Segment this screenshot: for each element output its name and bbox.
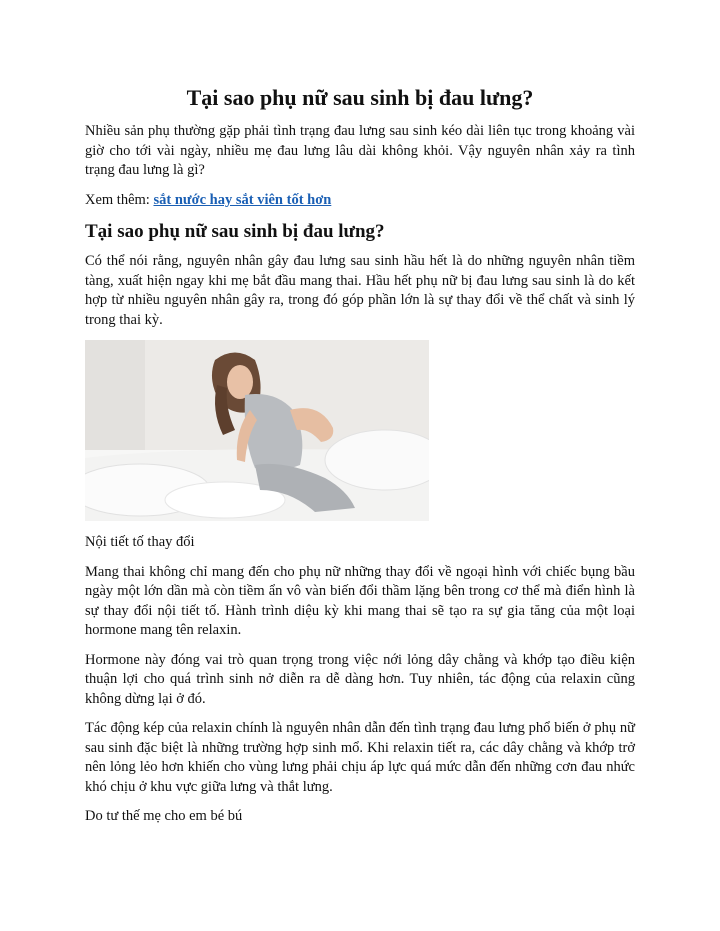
hormone-paragraph-3: Tác động kép của relaxin chính là nguyên nhân dẫn đến tình trạng đau lưng phổ biến ở phụ nữ sau sinh đặc biệt là những trường hợp sinh mổ. Khi relaxin tiết ra, các dây chằng và khớp trở nên lỏng lẻo hơn khiến cho vùng lưng phải chịu áp lực quá mức dẫn đến những cơn đau nhức khó chịu ở khu vực giữa lưng và thắt lưng. <box>85 720 635 795</box>
section-paragraph: Có thể nói rằng, nguyên nhân gây đau lưng sau sinh hầu hết là do những nguyên nhân tiềm tàng, xuất hiện ngay khi mẹ bắt đầu mang thai. Hầu hết phụ nữ bị đau lưng sau sinh là do kết hợp từ nhiều nguyên nhân gây ra, trong đó góp phần lớn là sự thay đổi về thể chất và sinh lý trong thai kỳ. <box>85 253 635 328</box>
hormone-paragraph-2: Hormone này đóng vai trò quan trọng trong việc nới lỏng dây chằng và khớp tạo điều kiện thuận lợi cho quá trình sinh nở diễn ra dễ dàng hơn. Tuy nhiên, tác động của relaxin cũng không dừng lại ở đó. <box>85 651 635 707</box>
subheading-hormone: Nội tiết tố thay đổi <box>85 534 195 550</box>
see-also-link[interactable]: sắt nước hay sắt viên tốt hơn <box>153 191 332 208</box>
subheading-posture: Do tư thế mẹ cho em bé bú <box>85 808 243 824</box>
hormone-paragraph-1: Mang thai không chỉ mang đến cho phụ nữ những thay đổi về ngoại hình với chiếc bụng bầu ngày một lớn dần mà còn tiềm ẩn vô vàn biến đổi thầm lặng bên trong cơ thể mà điển hình là sự thay đổi nội tiết tố. Hành trình diệu kỳ khi mang thai sẽ tạo ra sự gia tăng của một loại hormone mang tên relaxin. <box>85 563 635 638</box>
intro-paragraph: Nhiều sản phụ thường gặp phải tình trạng đau lưng sau sinh kéo dài liên tục trong khoảng vài giờ cho tới vài ngày, nhiều mẹ đau lưng lâu dài không khỏi. Vậy nguyên nhân xảy ra tình trạng đau lưng là gì? <box>85 123 635 178</box>
section-heading: Tại sao phụ nữ sau sinh bị đau lưng? <box>85 221 385 242</box>
document-page <box>85 84 635 837</box>
woman-back-pain-illustration <box>85 340 429 521</box>
see-also-line <box>85 191 635 211</box>
page-title: Tại sao phụ nữ sau sinh bị đau lưng? <box>186 85 534 110</box>
back-pain-photo <box>85 340 429 521</box>
see-also-prefix: Xem thêm: <box>85 191 154 208</box>
